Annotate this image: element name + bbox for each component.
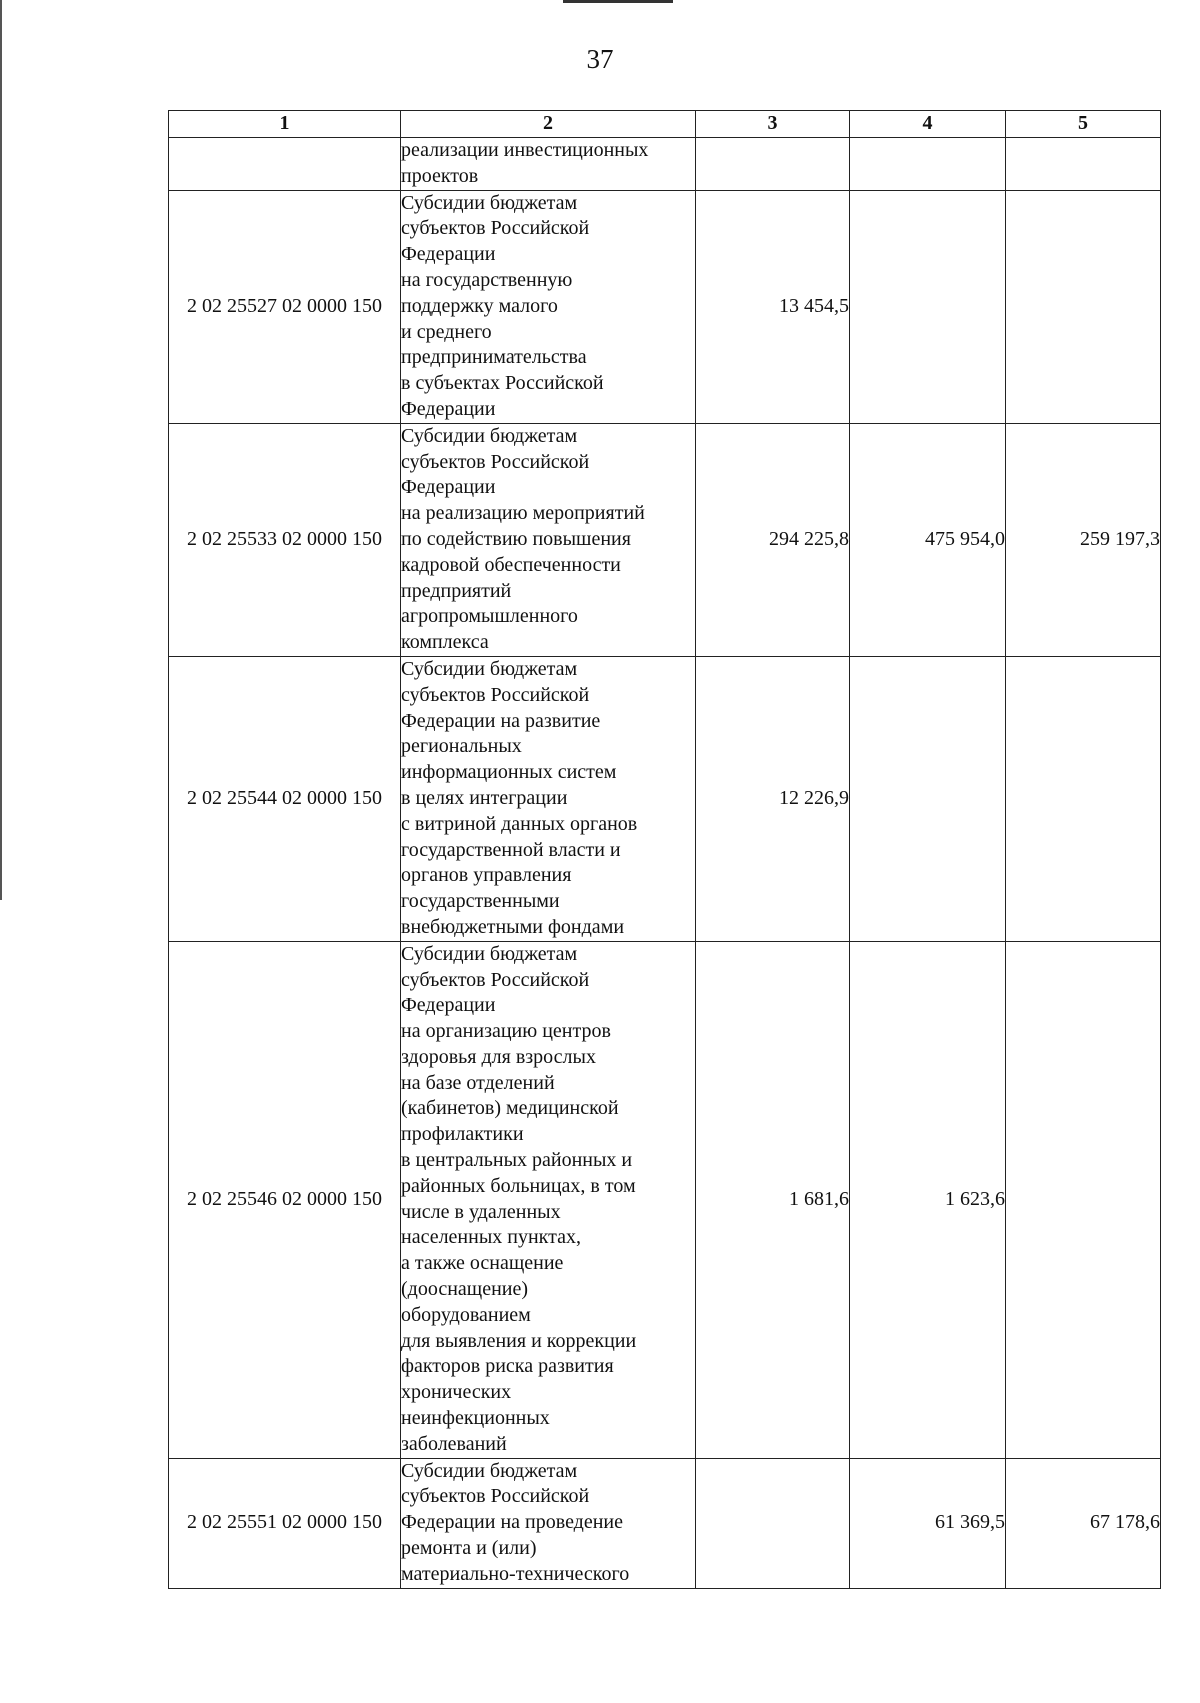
page-number: 37 [586,44,614,74]
description-cell: Субсидии бюджетам субъектов Российской Федерации на реализацию мероприятий по содействию повышения кадровой обеспеченности предприятий агропромышленного комплекса [401,423,696,656]
amount-col3-cell: 294 225,8 [696,423,850,656]
description-cell: Субсидии бюджетам субъектов Российской Федерации на развитие региональных информационных систем в целях интеграции с витриной данных органов государственной власти и органов управления государственными внебюджетными фондами [401,656,696,941]
amount-col3-cell: 1 681,6 [696,941,850,1458]
amount-col4-cell: 1 623,6 [850,941,1006,1458]
amount-col5-cell: 259 197,3 [1006,423,1161,656]
budget-code-cell: 2 02 25527 02 0000 150 [169,190,401,423]
amount-col4-cell [850,138,1006,191]
table-header-row [169,111,1161,138]
description-cell: Субсидии бюджетам субъектов Российской Федерации на проведение ремонта и (или) материально-технического [401,1458,696,1588]
scan-artifact-left-edge [0,0,2,900]
budget-code-cell: 2 02 25533 02 0000 150 [169,423,401,656]
amount-col4-cell: 475 954,0 [850,423,1006,656]
budget-code-cell: 2 02 25551 02 0000 150 [169,1458,401,1588]
table-row [169,190,1161,423]
description-cell: Субсидии бюджетам субъектов Российской Федерации на организацию центров здоровья для взрослых на базе отделений (кабинетов) медицинской профилактики в центральных районных и районных больницах, в том числе в удаленных населенных пунктах, а также оснащение (дооснащение) оборудованием для выявления и коррекции факторов риска развития хронических неинфекционных заболеваний [401,941,696,1458]
amount-col3-cell [696,1458,850,1588]
amount-col3-cell: 12 226,9 [696,656,850,941]
column-header-4: 4 [850,111,1006,138]
amount-col5-cell: 67 178,6 [1006,1458,1161,1588]
amount-col5-cell [1006,941,1161,1458]
column-header-5: 5 [1006,111,1161,138]
budget-code-cell [169,138,401,191]
table-row [169,656,1161,941]
description-cell: Субсидии бюджетам субъектов Российской Федерации на государственную поддержку малого и среднего предпринимательства в субъектах Российской Федерации [401,190,696,423]
amount-col3-cell: 13 454,5 [696,190,850,423]
amount-col5-cell [1006,656,1161,941]
amount-col4-cell [850,656,1006,941]
amount-col3-cell [696,138,850,191]
amount-col4-cell: 61 369,5 [850,1458,1006,1588]
description-cell: реализации инвестиционных проектов [401,138,696,191]
table-row [169,1458,1161,1588]
scan-artifact-top-line [563,0,673,3]
budget-code-cell: 2 02 25546 02 0000 150 [169,941,401,1458]
column-header-2: 2 [401,111,696,138]
table-row [169,423,1161,656]
budget-table [168,110,1161,1589]
column-header-1: 1 [169,111,401,138]
amount-col5-cell [1006,190,1161,423]
amount-col4-cell [850,190,1006,423]
budget-code-cell: 2 02 25544 02 0000 150 [169,656,401,941]
table-row [169,941,1161,1458]
table-row [169,138,1161,191]
amount-col5-cell [1006,138,1161,191]
column-header-3: 3 [696,111,850,138]
